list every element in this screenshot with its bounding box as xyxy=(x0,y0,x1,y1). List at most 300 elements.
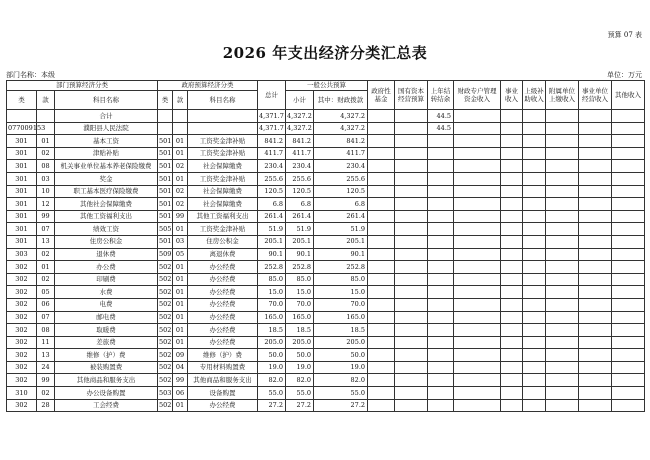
dept-subject-name-cell: 住房公积金 xyxy=(55,235,158,248)
special-mgmt-cell xyxy=(454,311,501,324)
table-row xyxy=(7,198,645,211)
dept-kuan-cell: 99 xyxy=(37,210,55,223)
gov-kuan-cell: 05 xyxy=(173,248,188,261)
carryover-cell xyxy=(428,361,454,374)
dept-lei-cell: 302 xyxy=(7,311,37,324)
carryover-cell xyxy=(428,298,454,311)
special-mgmt-cell xyxy=(454,135,501,148)
carryover-cell: 44.5 xyxy=(428,122,454,135)
gov-fund-cell xyxy=(368,361,395,374)
business-unit-income-cell xyxy=(579,198,612,211)
gov-lei-cell: 502 xyxy=(158,286,173,299)
dept-lei-cell: 302 xyxy=(7,324,37,337)
business-income-cell xyxy=(501,261,523,274)
gov-fund-cell xyxy=(368,298,395,311)
superior-subsidy-cell xyxy=(523,135,546,148)
special-mgmt-cell xyxy=(454,235,501,248)
superior-subsidy-cell xyxy=(523,235,546,248)
business-income-cell xyxy=(501,160,523,173)
superior-subsidy-cell xyxy=(523,122,546,135)
superior-subsidy-cell xyxy=(523,349,546,362)
subtotal-cell: 841.2 xyxy=(286,135,314,148)
superior-subsidy-cell xyxy=(523,273,546,286)
dept-subject-name-cell: 办公费 xyxy=(55,261,158,274)
gov-fund-cell xyxy=(368,324,395,337)
state-capital-cell xyxy=(395,261,428,274)
business-unit-income-cell xyxy=(579,135,612,148)
total-cell: 15.0 xyxy=(258,286,286,299)
dept-subject-name-cell: 其他商品和服务支出 xyxy=(55,374,158,387)
fiscal-alloc-cell: 4,327.2 xyxy=(314,110,368,123)
total-cell: 252.8 xyxy=(258,261,286,274)
gov-subject-name-cell: 办公经费 xyxy=(188,261,258,274)
dept-subject-name-cell: 水费 xyxy=(55,286,158,299)
business-unit-income-cell xyxy=(579,286,612,299)
carryover-cell xyxy=(428,147,454,160)
dept-kuan-cell: 11 xyxy=(37,336,55,349)
header-other-income: 其他收入 xyxy=(612,81,645,110)
state-capital-cell xyxy=(395,110,428,123)
carryover-cell xyxy=(428,336,454,349)
carryover-cell xyxy=(428,286,454,299)
gov-lei-cell: 505 xyxy=(158,223,173,236)
state-capital-cell xyxy=(395,198,428,211)
business-income-cell xyxy=(501,147,523,160)
gov-subject-name-cell: 社会保障缴费 xyxy=(188,198,258,211)
special-mgmt-cell xyxy=(454,286,501,299)
total-cell: 27.2 xyxy=(258,399,286,412)
gov-subject-name-cell: 工资奖金津补贴 xyxy=(188,172,258,185)
subtotal-cell: 55.0 xyxy=(286,387,314,400)
header-subtotal: 小计 xyxy=(286,91,314,110)
superior-subsidy-cell xyxy=(523,172,546,185)
business-income-cell xyxy=(501,286,523,299)
affiliated-income-cell xyxy=(546,261,579,274)
other-income-cell xyxy=(612,324,645,337)
special-mgmt-cell xyxy=(454,336,501,349)
affiliated-income-cell xyxy=(546,311,579,324)
gov-subject-name-cell: 专用材料购置费 xyxy=(188,361,258,374)
state-capital-cell xyxy=(395,235,428,248)
dept-lei-cell: 302 xyxy=(7,399,37,412)
business-income-cell xyxy=(501,135,523,148)
table-row xyxy=(7,185,645,198)
subtotal-cell: 85.0 xyxy=(286,273,314,286)
carryover-cell xyxy=(428,374,454,387)
other-income-cell xyxy=(612,286,645,299)
gov-subject-name-cell: 办公经费 xyxy=(188,336,258,349)
dept-kuan-cell xyxy=(37,110,55,123)
business-unit-income-cell xyxy=(579,361,612,374)
business-unit-income-cell xyxy=(579,399,612,412)
dept-subject-name-cell: 其他社会保障缴费 xyxy=(55,198,158,211)
subtotal-cell: 19.0 xyxy=(286,361,314,374)
fiscal-alloc-cell: 85.0 xyxy=(314,273,368,286)
affiliated-income-cell xyxy=(546,374,579,387)
table-row xyxy=(7,172,645,185)
header-gov-fund: 政府性基金 xyxy=(368,81,395,110)
superior-subsidy-cell xyxy=(523,198,546,211)
gov-kuan-cell xyxy=(173,110,188,123)
special-mgmt-cell xyxy=(454,261,501,274)
total-cell: 4,371.7 xyxy=(258,122,286,135)
fiscal-alloc-cell: 6.8 xyxy=(314,198,368,211)
fiscal-alloc-cell: 4,327.2 xyxy=(314,122,368,135)
subtotal-cell: 90.1 xyxy=(286,248,314,261)
carryover-cell xyxy=(428,210,454,223)
business-unit-income-cell xyxy=(579,210,612,223)
state-capital-cell xyxy=(395,349,428,362)
gov-kuan-cell: 01 xyxy=(173,273,188,286)
fiscal-alloc-cell: 205.0 xyxy=(314,336,368,349)
dept-lei-cell: 302 xyxy=(7,336,37,349)
affiliated-income-cell xyxy=(546,336,579,349)
business-income-cell xyxy=(501,248,523,261)
subtotal-cell: 255.6 xyxy=(286,172,314,185)
dept-subject-name-cell: 濮阳县人民法院 xyxy=(55,122,158,135)
dept-kuan-cell: 08 xyxy=(37,324,55,337)
dept-lei-cell: 301 xyxy=(7,172,37,185)
gov-subject-name-cell xyxy=(188,122,258,135)
state-capital-cell xyxy=(395,273,428,286)
total-cell: 18.5 xyxy=(258,324,286,337)
gov-fund-cell xyxy=(368,135,395,148)
dept-lei-cell: 302 xyxy=(7,261,37,274)
dept-subject-name-cell: 合计 xyxy=(55,110,158,123)
gov-fund-cell xyxy=(368,399,395,412)
business-unit-income-cell xyxy=(579,261,612,274)
dept-lei-cell: 301 xyxy=(7,147,37,160)
gov-kuan-cell: 03 xyxy=(173,235,188,248)
dept-lei-cell: 301 xyxy=(7,160,37,173)
affiliated-income-cell xyxy=(546,361,579,374)
dept-kuan-cell: 12 xyxy=(37,198,55,211)
dept-kuan-cell: 07 xyxy=(37,311,55,324)
affiliated-income-cell xyxy=(546,399,579,412)
special-mgmt-cell xyxy=(454,223,501,236)
gov-lei-cell: 501 xyxy=(158,198,173,211)
other-income-cell xyxy=(612,172,645,185)
superior-subsidy-cell xyxy=(523,387,546,400)
fiscal-alloc-cell: 50.0 xyxy=(314,349,368,362)
header-affiliated-income: 附属单位上缴收入 xyxy=(546,81,579,110)
dept-kuan-cell: 24 xyxy=(37,361,55,374)
table-row xyxy=(7,311,645,324)
total-cell: 841.2 xyxy=(258,135,286,148)
table-row xyxy=(7,324,645,337)
state-capital-cell xyxy=(395,387,428,400)
dept-subject-name-cell: 津贴补贴 xyxy=(55,147,158,160)
gov-kuan-cell: 99 xyxy=(173,374,188,387)
dept-kuan-cell: 99 xyxy=(37,374,55,387)
gov-subject-name-cell: 社会保障缴费 xyxy=(188,185,258,198)
table-row xyxy=(7,248,645,261)
other-income-cell xyxy=(612,122,645,135)
special-mgmt-cell xyxy=(454,387,501,400)
affiliated-income-cell xyxy=(546,387,579,400)
dept-lei-cell: 302 xyxy=(7,349,37,362)
special-mgmt-cell xyxy=(454,172,501,185)
carryover-cell xyxy=(428,349,454,362)
carryover-cell xyxy=(428,160,454,173)
gov-subject-name-cell: 工资奖金津补贴 xyxy=(188,223,258,236)
header-kuan: 款 xyxy=(37,91,55,110)
business-unit-income-cell xyxy=(579,235,612,248)
unit-label: 单位：万元 xyxy=(607,71,642,79)
carryover-cell xyxy=(428,235,454,248)
affiliated-income-cell xyxy=(546,135,579,148)
state-capital-cell xyxy=(395,122,428,135)
superior-subsidy-cell xyxy=(523,361,546,374)
fiscal-alloc-cell: 252.8 xyxy=(314,261,368,274)
gov-fund-cell xyxy=(368,210,395,223)
dept-subject-name-cell: 其他工资福利支出 xyxy=(55,210,158,223)
table-row xyxy=(7,122,645,135)
affiliated-income-cell xyxy=(546,324,579,337)
gov-lei-cell: 501 xyxy=(158,147,173,160)
special-mgmt-cell xyxy=(454,185,501,198)
carryover-cell xyxy=(428,172,454,185)
subtotal-cell: 4,327.2 xyxy=(286,122,314,135)
superior-subsidy-cell xyxy=(523,185,546,198)
special-mgmt-cell xyxy=(454,110,501,123)
affiliated-income-cell xyxy=(546,235,579,248)
gov-lei-cell: 501 xyxy=(158,160,173,173)
dept-kuan-cell: 08 xyxy=(37,160,55,173)
gov-lei-cell: 502 xyxy=(158,399,173,412)
gov-lei-cell: 503 xyxy=(158,387,173,400)
gov-kuan-cell: 02 xyxy=(173,160,188,173)
other-income-cell xyxy=(612,110,645,123)
dept-subject-name-cell: 奖金 xyxy=(55,172,158,185)
gov-fund-cell xyxy=(368,248,395,261)
gov-fund-cell xyxy=(368,223,395,236)
affiliated-income-cell xyxy=(546,248,579,261)
header-dept-group: 部门预算经济分类 xyxy=(7,81,158,91)
special-mgmt-cell xyxy=(454,210,501,223)
dept-subject-name-cell: 电费 xyxy=(55,298,158,311)
business-unit-income-cell xyxy=(579,273,612,286)
header-gov-group: 政府预算经济分类 xyxy=(158,81,258,91)
header-business-unit-income: 事业单位经营收入 xyxy=(579,81,612,110)
fiscal-alloc-cell: 19.0 xyxy=(314,361,368,374)
gov-fund-cell xyxy=(368,185,395,198)
other-income-cell xyxy=(612,399,645,412)
total-cell: 165.0 xyxy=(258,311,286,324)
total-cell: 85.0 xyxy=(258,273,286,286)
table-row xyxy=(7,361,645,374)
dept-lei-cell: 301 xyxy=(7,185,37,198)
gov-lei-cell: 502 xyxy=(158,311,173,324)
gov-kuan-cell: 01 xyxy=(173,147,188,160)
table-row xyxy=(7,261,645,274)
other-income-cell xyxy=(612,185,645,198)
gov-lei-cell: 501 xyxy=(158,210,173,223)
header-lei: 类 xyxy=(7,91,37,110)
total-cell: 205.0 xyxy=(258,336,286,349)
business-unit-income-cell xyxy=(579,248,612,261)
superior-subsidy-cell xyxy=(523,374,546,387)
dept-kuan-cell: 02 xyxy=(37,273,55,286)
subtotal-cell: 18.5 xyxy=(286,324,314,337)
dept-subject-name-cell: 绩效工资 xyxy=(55,223,158,236)
carryover-cell xyxy=(428,387,454,400)
affiliated-income-cell xyxy=(546,198,579,211)
affiliated-income-cell xyxy=(546,185,579,198)
gov-subject-name-cell: 社会保障缴费 xyxy=(188,160,258,173)
table-row xyxy=(7,374,645,387)
dept-subject-name-cell: 差旅费 xyxy=(55,336,158,349)
gov-kuan-cell xyxy=(173,122,188,135)
business-unit-income-cell xyxy=(579,349,612,362)
gov-kuan-cell: 04 xyxy=(173,361,188,374)
superior-subsidy-cell xyxy=(523,248,546,261)
special-mgmt-cell xyxy=(454,147,501,160)
state-capital-cell xyxy=(395,248,428,261)
business-income-cell xyxy=(501,324,523,337)
business-income-cell xyxy=(501,387,523,400)
table-row xyxy=(7,336,645,349)
total-cell: 120.5 xyxy=(258,185,286,198)
gov-kuan-cell: 06 xyxy=(173,387,188,400)
superior-subsidy-cell xyxy=(523,210,546,223)
gov-lei-cell: 502 xyxy=(158,324,173,337)
affiliated-income-cell xyxy=(546,273,579,286)
dept-kuan-cell: 13 xyxy=(37,235,55,248)
subtotal-cell: 205.0 xyxy=(286,336,314,349)
other-income-cell xyxy=(612,210,645,223)
business-unit-income-cell xyxy=(579,160,612,173)
dept-lei-cell: 303 xyxy=(7,248,37,261)
carryover-cell xyxy=(428,198,454,211)
gov-kuan-cell: 01 xyxy=(173,324,188,337)
gov-subject-name-cell: 办公经费 xyxy=(188,298,258,311)
gov-lei-cell: 501 xyxy=(158,185,173,198)
subtotal-cell: 4,327.2 xyxy=(286,110,314,123)
dept-lei-cell: 302 xyxy=(7,298,37,311)
special-mgmt-cell xyxy=(454,361,501,374)
subtotal-cell: 6.8 xyxy=(286,198,314,211)
gov-kuan-cell: 01 xyxy=(173,399,188,412)
dept-lei-cell: 301 xyxy=(7,210,37,223)
table-row xyxy=(7,273,645,286)
header-superior-subsidy: 上级补助收入 xyxy=(523,81,546,110)
table-row xyxy=(7,387,645,400)
dept-subject-name-cell: 被装购置费 xyxy=(55,361,158,374)
expenditure-summary-table xyxy=(6,80,645,412)
subtotal-cell: 82.0 xyxy=(286,374,314,387)
fiscal-alloc-cell: 255.6 xyxy=(314,172,368,185)
gov-fund-cell xyxy=(368,261,395,274)
business-unit-income-cell xyxy=(579,147,612,160)
total-cell: 6.8 xyxy=(258,198,286,211)
gov-lei-cell: 502 xyxy=(158,349,173,362)
other-income-cell xyxy=(612,248,645,261)
total-cell: 51.9 xyxy=(258,223,286,236)
business-income-cell xyxy=(501,336,523,349)
superior-subsidy-cell xyxy=(523,286,546,299)
carryover-cell xyxy=(428,135,454,148)
gov-subject-name-cell: 住房公积金 xyxy=(188,235,258,248)
dept-subject-name-cell: 工会经费 xyxy=(55,399,158,412)
dept-subject-name-cell: 基本工资 xyxy=(55,135,158,148)
gov-fund-cell xyxy=(368,286,395,299)
gov-fund-cell xyxy=(368,387,395,400)
gov-kuan-cell: 01 xyxy=(173,286,188,299)
dept-lei-cell: 302 xyxy=(7,273,37,286)
business-unit-income-cell xyxy=(579,311,612,324)
subtotal-cell: 205.1 xyxy=(286,235,314,248)
dept-lei-cell: 302 xyxy=(7,286,37,299)
state-capital-cell xyxy=(395,147,428,160)
state-capital-cell xyxy=(395,361,428,374)
dept-lei-cell xyxy=(7,110,37,123)
other-income-cell xyxy=(612,349,645,362)
business-unit-income-cell xyxy=(579,298,612,311)
carryover-cell xyxy=(428,324,454,337)
subtotal-cell: 120.5 xyxy=(286,185,314,198)
total-cell: 90.1 xyxy=(258,248,286,261)
gov-subject-name-cell: 维修（护）费 xyxy=(188,349,258,362)
total-cell: 70.0 xyxy=(258,298,286,311)
fiscal-alloc-cell: 411.7 xyxy=(314,147,368,160)
dept-subject-name-cell: 机关事业单位基本养老保险缴费 xyxy=(55,160,158,173)
other-income-cell xyxy=(612,135,645,148)
affiliated-income-cell xyxy=(546,286,579,299)
gov-lei-cell xyxy=(158,110,173,123)
form-number: 预算 07 表 xyxy=(607,31,642,39)
total-cell: 230.4 xyxy=(258,160,286,173)
gov-kuan-cell: 01 xyxy=(173,261,188,274)
affiliated-income-cell xyxy=(546,147,579,160)
table-row xyxy=(7,147,645,160)
total-cell: 205.1 xyxy=(258,235,286,248)
affiliated-income-cell xyxy=(546,172,579,185)
table-row xyxy=(7,160,645,173)
gov-lei-cell: 502 xyxy=(158,298,173,311)
dept-subject-name-cell: 退休费 xyxy=(55,248,158,261)
subtotal-cell: 50.0 xyxy=(286,349,314,362)
fiscal-alloc-cell: 27.2 xyxy=(314,399,368,412)
business-unit-income-cell xyxy=(579,172,612,185)
gov-fund-cell xyxy=(368,122,395,135)
superior-subsidy-cell xyxy=(523,336,546,349)
business-income-cell xyxy=(501,273,523,286)
carryover-cell xyxy=(428,399,454,412)
superior-subsidy-cell xyxy=(523,160,546,173)
special-mgmt-cell xyxy=(454,198,501,211)
fiscal-alloc-cell: 82.0 xyxy=(314,374,368,387)
carryover-cell xyxy=(428,223,454,236)
affiliated-income-cell xyxy=(546,122,579,135)
subtotal-cell: 411.7 xyxy=(286,147,314,160)
special-mgmt-cell xyxy=(454,399,501,412)
header-business-income: 事业收入 xyxy=(501,81,523,110)
dept-kuan-cell: 10 xyxy=(37,185,55,198)
other-income-cell xyxy=(612,261,645,274)
fiscal-alloc-cell: 841.2 xyxy=(314,135,368,148)
affiliated-income-cell xyxy=(546,298,579,311)
total-cell: 19.0 xyxy=(258,361,286,374)
other-income-cell xyxy=(612,198,645,211)
gov-fund-cell xyxy=(368,172,395,185)
carryover-cell xyxy=(428,273,454,286)
carryover-cell: 44.5 xyxy=(428,110,454,123)
business-income-cell xyxy=(501,185,523,198)
subtotal-cell: 165.0 xyxy=(286,311,314,324)
dept-subject-name-cell: 职工基本医疗保险缴费 xyxy=(55,185,158,198)
gov-lei-cell xyxy=(158,122,173,135)
